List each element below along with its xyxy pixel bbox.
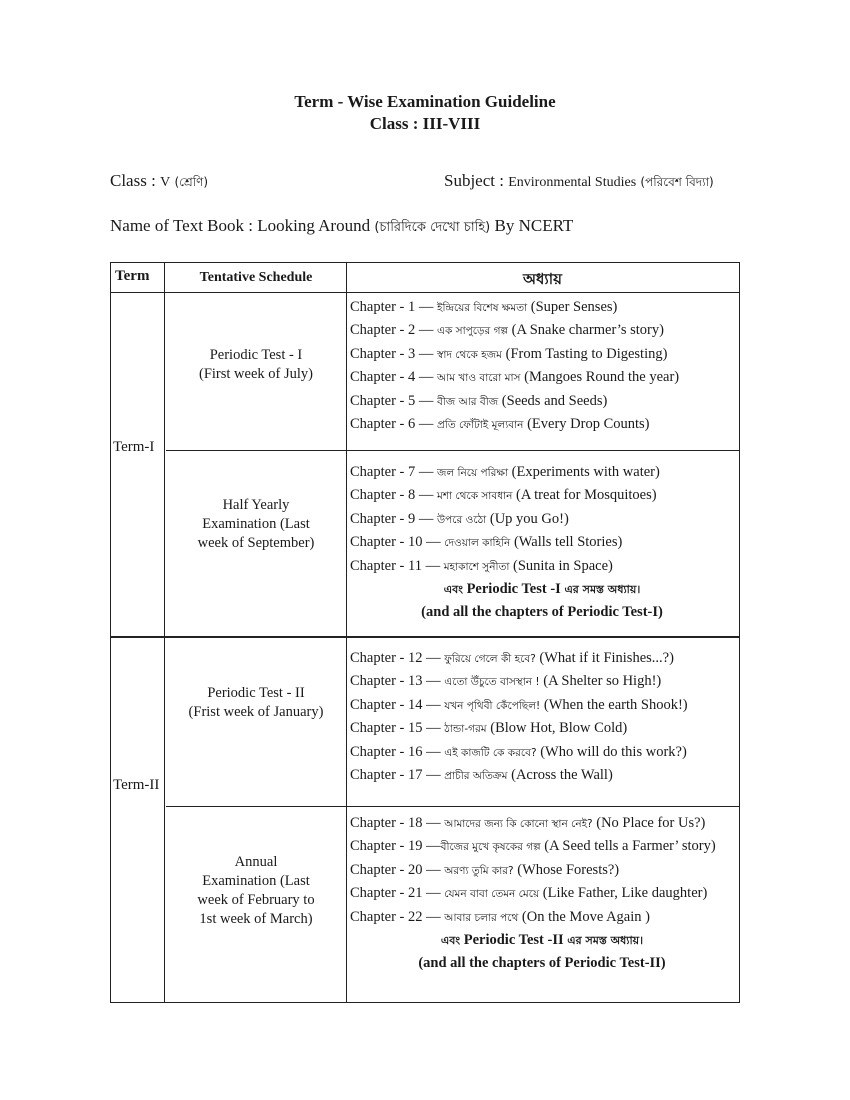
note-bn-pre: এবং bbox=[443, 582, 463, 596]
note-bn-pre: এবং bbox=[440, 933, 461, 947]
chapter-number: Chapter - 11 — bbox=[350, 557, 441, 574]
chapter-number: Chapter - 13 — bbox=[350, 673, 441, 690]
chapter-title-bn: ফুরিয়ে গেলে কী হবে? bbox=[444, 653, 536, 665]
schedule-line: Examination (Last bbox=[202, 516, 310, 532]
class-bn: (শ্রেণি) bbox=[174, 175, 209, 189]
schedule-column-divider bbox=[346, 262, 347, 1003]
schedule-cell-periodic-test-1 bbox=[166, 346, 346, 384]
table-bottom-border bbox=[110, 1002, 740, 1003]
chapter-title-bn: উপরে ওঠো bbox=[436, 513, 487, 526]
note-bn-post: এর সমস্ত অধ্যায়। bbox=[564, 582, 641, 596]
chapter-number: Chapter - 19 — bbox=[350, 838, 441, 855]
chapter-number: Chapter - 1 — bbox=[350, 299, 434, 315]
chapter-title-en: (A Shelter so High!) bbox=[543, 673, 662, 690]
schedule-line: Annual bbox=[234, 854, 278, 870]
chapter-title-en: (Walls tell Stories) bbox=[513, 534, 623, 551]
column-header-term: Term bbox=[115, 268, 150, 284]
term-column-divider bbox=[164, 262, 165, 1003]
chapter-title-bn: মশা থেকে সাবধান bbox=[436, 490, 513, 503]
column-header-schedule: Tentative Schedule bbox=[199, 270, 313, 285]
chapter-title-bn: ইন্দ্রিয়ের বিশেষ ক্ষমতা bbox=[436, 302, 528, 314]
chapter-title-en: (Up you Go!) bbox=[489, 510, 569, 527]
chapter-row bbox=[350, 319, 740, 342]
chapter-title-en: (When the earth Shook!) bbox=[543, 696, 688, 713]
chapter-number: Chapter - 12 — bbox=[350, 650, 441, 666]
note-bn-post: এর সমস্ত অধ্যায়। bbox=[567, 933, 644, 947]
chapter-row bbox=[350, 531, 740, 554]
chapter-title-en: (Blow Hot, Blow Cold) bbox=[490, 720, 628, 737]
chapter-title-bn: এক সাপুড়ের গল্প bbox=[436, 325, 508, 338]
chapter-title-en: (From Tasting to Digesting) bbox=[505, 345, 668, 362]
chapter-row bbox=[350, 670, 740, 693]
term-label-1: Term-I bbox=[113, 439, 155, 455]
chapter-row bbox=[350, 366, 740, 389]
schedule-cell-periodic-test-2 bbox=[166, 684, 346, 722]
schedule-cell-half-yearly bbox=[166, 496, 346, 553]
schedule-line: week of September) bbox=[197, 535, 315, 551]
chapter-title-en: (A Seed tells a Farmer’ story) bbox=[544, 838, 716, 855]
document-title: Term - Wise Examination Guideline bbox=[294, 92, 556, 111]
chapter-number: Chapter - 7 — bbox=[350, 464, 434, 480]
chapter-title-bn: জল নিয়ে পরিক্ষা bbox=[436, 467, 509, 479]
chapter-number: Chapter - 6 — bbox=[350, 415, 434, 432]
chapter-row bbox=[350, 906, 740, 929]
chapter-title-en: (Every Drop Counts) bbox=[527, 415, 650, 432]
chapter-number: Chapter - 8 — bbox=[350, 487, 434, 504]
chapter-title-bn: আমাদের জন্য কি কোনো স্থান নেই? bbox=[444, 818, 593, 830]
block-note-en: (and all the chapters of Periodic Test-II) bbox=[418, 955, 666, 972]
subject-label: Subject : bbox=[444, 171, 504, 190]
subject-value: Environmental Studies bbox=[508, 175, 637, 190]
chapter-number: Chapter - 5 — bbox=[350, 392, 434, 409]
chapter-number: Chapter - 2 — bbox=[350, 322, 434, 339]
schedule-line: Periodic Test - II bbox=[207, 685, 305, 701]
chapter-title-en: (Across the Wall) bbox=[511, 766, 613, 783]
chapter-row bbox=[350, 835, 740, 858]
schedule-line: 1st week of March) bbox=[199, 911, 313, 927]
schedule-line: week of February to bbox=[197, 892, 315, 908]
chapter-number: Chapter - 9 — bbox=[350, 510, 434, 527]
class-line bbox=[110, 171, 208, 194]
chapter-title-en: (Mangoes Round the year) bbox=[524, 369, 680, 386]
chapter-number: Chapter - 16 — bbox=[350, 743, 441, 760]
chapter-title-bn: এই কাজটি কে করবে? bbox=[444, 746, 537, 759]
textbook-line bbox=[110, 216, 573, 239]
chapter-row bbox=[350, 812, 740, 835]
chapter-number: Chapter - 4 — bbox=[350, 369, 434, 386]
chapter-row bbox=[350, 647, 740, 670]
chapter-number: Chapter - 21 — bbox=[350, 885, 441, 902]
chapter-number: Chapter - 14 — bbox=[350, 696, 441, 713]
table-left-border bbox=[110, 262, 111, 1003]
chapter-list-block-1 bbox=[350, 296, 740, 436]
chapter-row bbox=[350, 413, 740, 436]
chapter-title-en: (On the Move Again ) bbox=[521, 908, 650, 925]
chapter-row bbox=[350, 296, 740, 319]
subject-bn: (পরিবেশ বিদ্যা) bbox=[640, 175, 714, 189]
note-mid: Periodic Test -I bbox=[466, 580, 561, 597]
term-divider bbox=[110, 636, 740, 638]
chapter-title-en: (Sunita in Space) bbox=[513, 557, 613, 574]
chapter-row bbox=[350, 859, 740, 882]
chapter-title-en: (Experiments with water) bbox=[511, 464, 660, 480]
block-note-en: (and all the chapters of Periodic Test-I) bbox=[421, 604, 663, 621]
schedule-line: Half Yearly bbox=[222, 497, 290, 513]
table-top-border bbox=[110, 262, 740, 263]
note-mid: Periodic Test -II bbox=[463, 931, 564, 948]
chapter-list-block-3 bbox=[350, 647, 740, 787]
chapter-list-block-2 bbox=[350, 461, 740, 625]
chapter-row bbox=[350, 484, 740, 507]
chapter-title-bn: যেমন বাবা তেমন মেয়ে bbox=[444, 888, 540, 901]
block-divider-2 bbox=[166, 806, 740, 807]
chapter-row bbox=[350, 390, 740, 413]
subject-line bbox=[444, 171, 714, 194]
chapter-row bbox=[350, 882, 740, 905]
chapter-row bbox=[350, 555, 740, 578]
document-subtitle: Class : III-VIII bbox=[369, 114, 481, 133]
textbook-by: By NCERT bbox=[494, 216, 574, 235]
chapter-title-en: (Seeds and Seeds) bbox=[501, 392, 608, 409]
chapter-title-en: (Like Father, Like daughter) bbox=[542, 885, 708, 902]
chapter-title-bn: অরণ্য তুমি কার? bbox=[444, 864, 514, 877]
chapter-title-en: (A Snake charmer’s story) bbox=[511, 322, 664, 339]
chapter-title-en: (What if it Finishes...?) bbox=[539, 650, 674, 666]
block-divider-1 bbox=[166, 450, 740, 451]
chapter-row bbox=[350, 461, 740, 484]
schedule-line: (First week of July) bbox=[199, 366, 313, 382]
block-note-bn bbox=[350, 578, 740, 601]
chapter-row bbox=[350, 694, 740, 717]
chapter-number: Chapter - 18 — bbox=[350, 815, 441, 831]
chapter-number: Chapter - 20 — bbox=[350, 861, 441, 878]
chapter-title-bn: স্বাদ থেকে হজম bbox=[436, 348, 502, 361]
chapter-number: Chapter - 3 — bbox=[350, 345, 434, 362]
chapter-row bbox=[350, 764, 740, 787]
column-header-chapters: অধ্যায় bbox=[523, 270, 562, 288]
block-note-bn bbox=[350, 929, 740, 952]
chapter-number: Chapter - 10 — bbox=[350, 534, 441, 551]
chapter-number: Chapter - 22 — bbox=[350, 908, 441, 925]
chapter-title-bn: আবার চলার পথে bbox=[444, 911, 519, 924]
chapter-title-en: (Super Senses) bbox=[530, 299, 618, 315]
class-label: Class : bbox=[110, 171, 156, 190]
chapter-title-bn: দেওয়াল কাহিনি bbox=[444, 537, 511, 550]
chapter-title-en: (Whose Forests?) bbox=[517, 861, 620, 878]
chapter-title-bn: বীজের মুখে কৃষকের গল্প bbox=[440, 841, 541, 854]
chapter-title-bn: প্রতি ফোঁটাই মূল্যবান bbox=[436, 418, 524, 431]
textbook-label: Name of Text Book : Looking Around bbox=[110, 216, 371, 235]
chapter-title-bn: প্রাচীর অতিক্রম bbox=[444, 769, 508, 782]
chapter-title-en: (Who will do this work?) bbox=[540, 743, 687, 760]
chapter-title-en: (A treat for Mosquitoes) bbox=[516, 487, 657, 504]
chapter-title-bn: বীজ আর বীজ bbox=[436, 395, 499, 408]
chapter-row bbox=[350, 343, 740, 366]
chapter-title-bn: এতো উঁচুতে বাসস্থান ! bbox=[444, 676, 540, 689]
chapter-title-bn: যখন পৃথিবী কেঁপেছিল! bbox=[444, 699, 541, 712]
textbook-bn: (চারিদিকে দেখো চাহি) bbox=[374, 220, 491, 235]
schedule-cell-annual bbox=[166, 853, 346, 929]
schedule-line: Periodic Test - I bbox=[209, 347, 303, 363]
term-label-2: Term-II bbox=[113, 777, 160, 793]
chapter-number: Chapter - 17 — bbox=[350, 766, 441, 783]
chapter-title-bn: মহাকাশে সুনীতা bbox=[443, 560, 510, 573]
chapter-list-block-4 bbox=[350, 812, 740, 976]
chapter-title-bn: আম খাও বারো মাস bbox=[436, 372, 521, 385]
chapter-title-bn: ঠান্ডা-গরম bbox=[444, 723, 487, 736]
chapter-row bbox=[350, 717, 740, 740]
chapter-row bbox=[350, 508, 740, 531]
class-value: V bbox=[160, 175, 171, 190]
chapter-title-en: (No Place for Us?) bbox=[596, 815, 706, 831]
schedule-line: Examination (Last bbox=[202, 873, 310, 889]
chapter-number: Chapter - 15 — bbox=[350, 720, 441, 737]
schedule-line: (Frist week of January) bbox=[188, 704, 324, 720]
chapter-row bbox=[350, 741, 740, 764]
